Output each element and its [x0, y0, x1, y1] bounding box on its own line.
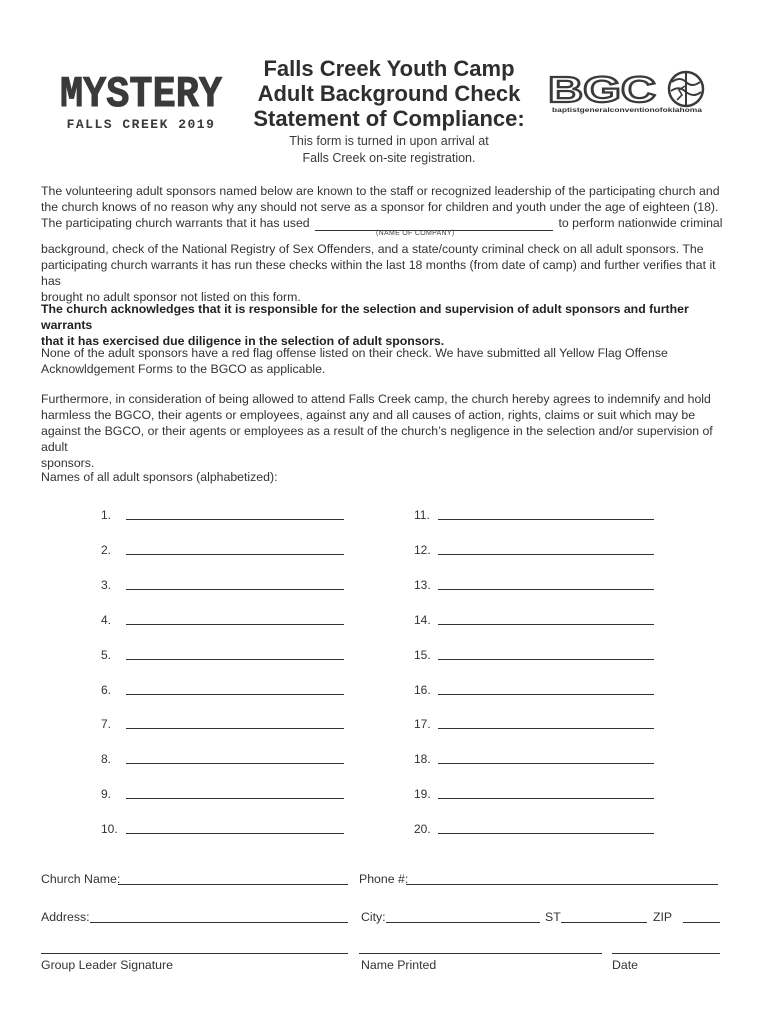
p1-line: participating church warrants it has run these checks within the last 18 months (from date of camp) and further verifies that it has — [41, 258, 716, 288]
sponsor-name-field[interactable] — [126, 728, 344, 729]
sponsor-number: 18. — [414, 752, 431, 767]
signature-label: Group Leader Signature — [41, 958, 173, 972]
sponsor-number: 5. — [101, 647, 112, 662]
name-printed-label: Name Printed — [361, 958, 437, 972]
sponsor-name-field[interactable] — [126, 589, 344, 590]
signature-field[interactable] — [41, 953, 348, 954]
acknowledgement-paragraph — [41, 301, 731, 349]
sponsor-name-field[interactable] — [126, 833, 344, 834]
bgco-logo — [546, 70, 716, 116]
sponsor-name-field[interactable] — [438, 554, 654, 555]
p4-line: against the BGCO, or their agents or employees as a result of the church’s negligence in the selection and/or supervision of adult — [41, 424, 713, 454]
date-field[interactable] — [612, 953, 720, 954]
sponsor-number: 11. — [414, 508, 430, 522]
sponsor-number: 6. — [101, 682, 112, 697]
sponsor-number: 1. — [101, 508, 112, 522]
p1-line-company-prefix: The participating church warrants that it has used — [41, 216, 310, 230]
sponsor-number: 4. — [101, 612, 112, 627]
intro-line-1: This form is turned in upon arrival at — [289, 134, 489, 148]
bgco-tagline: baptistgeneralconventionofoklahoma — [552, 107, 703, 114]
sponsor-number: 13. — [414, 577, 431, 592]
p3-line: None of the adult sponsors have a red flag offense listed on their check. We have submitted all Yellow Flag Offense — [41, 346, 668, 360]
date-label: Date — [612, 958, 638, 972]
sponsor-number: 7. — [101, 717, 112, 732]
mystery-logo — [56, 62, 226, 134]
sponsor-name-field[interactable] — [438, 728, 654, 729]
sponsor-name-field[interactable] — [126, 624, 344, 625]
city-label: City: — [361, 910, 386, 924]
sponsor-name-field[interactable] — [438, 589, 654, 590]
church-name-label: Church Name: — [41, 872, 121, 886]
sponsor-name-field[interactable] — [126, 554, 344, 555]
sponsor-number: 3. — [101, 577, 112, 592]
p1-line-company-suffix: to perform nationwide criminal — [558, 216, 723, 230]
sponsor-name-field[interactable] — [438, 694, 654, 695]
p1-line-company — [41, 215, 731, 231]
p2-line: that it has exercised due diligence in the selection of adult sponsors. — [41, 334, 445, 348]
p4-line: sponsors. — [41, 456, 95, 470]
p1-line: the church knows of no reason why any should not serve as a sponsor for children and youth under the age of eighteen (18). — [41, 200, 719, 214]
red-flag-paragraph — [41, 345, 731, 377]
intro-text — [244, 133, 534, 167]
sponsor-name-field[interactable] — [438, 833, 654, 834]
sponsor-number: 8. — [101, 752, 112, 767]
sponsor-list-label: Names of all adult sponsors (alphabetized): — [41, 470, 278, 484]
title-line-1: Falls Creek Youth Camp — [263, 56, 515, 81]
name-printed-field[interactable] — [359, 953, 602, 954]
bgco-letters: BGC — [548, 69, 656, 110]
address-field[interactable] — [90, 922, 348, 923]
sponsor-number: 16. — [414, 682, 431, 697]
title-line-3: Statement of Compliance: — [253, 106, 525, 131]
company-name-field[interactable] — [315, 217, 553, 231]
company-caption: (NAME OF COMPANY) — [376, 230, 455, 237]
sponsor-name-field[interactable] — [126, 694, 344, 695]
warranty-paragraph-cont — [41, 241, 731, 305]
p3-line: Acknowldgement Forms to the BGCO as applicable. — [41, 362, 326, 376]
city-field[interactable] — [386, 922, 540, 923]
zip-field[interactable] — [683, 922, 720, 923]
p1-line: background, check of the National Registry of Sex Offenders, and a state/county criminal check on all adult sponsors. The — [41, 242, 704, 256]
p4-line: harmless the BGCO, their agents or employees, against any and all causes of action, rights, claims or suit which may be — [41, 408, 696, 422]
church-name-field[interactable] — [118, 884, 348, 885]
sponsor-number: 12. — [414, 542, 431, 557]
sponsor-name-field[interactable] — [126, 763, 344, 764]
sponsor-number: 19. — [414, 787, 431, 802]
sponsor-name-field[interactable] — [438, 763, 654, 764]
sponsor-name-field[interactable] — [126, 798, 344, 799]
sponsor-name-field[interactable] — [438, 624, 654, 625]
intro-line-2: Falls Creek on-site registration. — [302, 151, 476, 165]
form-title — [244, 56, 534, 131]
sponsor-name-field[interactable] — [438, 519, 654, 520]
sponsor-number: 9. — [101, 787, 112, 802]
phone-label: Phone #: — [359, 872, 409, 886]
title-line-2: Adult Background Check — [257, 81, 521, 106]
sponsor-name-field[interactable] — [438, 659, 654, 660]
globe-icon — [669, 72, 703, 106]
sponsor-number: 20. — [414, 822, 431, 837]
zip-label: ZIP — [653, 910, 673, 924]
phone-field[interactable] — [406, 884, 718, 885]
address-label: Address: — [41, 910, 90, 924]
warranty-paragraph — [41, 183, 731, 231]
mystery-logo-text: MYSTERY — [60, 70, 223, 120]
state-label: ST — [545, 910, 561, 924]
sponsor-number: 17. — [414, 717, 431, 732]
sponsor-number: 10. — [101, 822, 118, 837]
sponsor-number: 14. — [414, 612, 431, 627]
sponsor-name-field[interactable] — [438, 798, 654, 799]
sponsor-number: 15. — [414, 647, 431, 662]
indemnity-paragraph — [41, 391, 731, 471]
p1-line: The volunteering adult sponsors named below are known to the staff or recognized leadership of the participating church and — [41, 184, 720, 198]
state-field[interactable] — [561, 922, 647, 923]
mystery-logo-subtitle: FALLS CREEK 2019 — [66, 117, 216, 132]
sponsor-name-field[interactable] — [126, 519, 344, 520]
sponsor-number: 2. — [101, 542, 112, 557]
sponsor-name-field[interactable] — [126, 659, 344, 660]
p2-line: The church acknowledges that it is responsible for the selection and supervision of adult sponsors and further warrants — [41, 302, 689, 332]
p4-line: Furthermore, in consideration of being allowed to attend Falls Creek camp, the church hereby agrees to indemnify and hold — [41, 392, 711, 406]
p1-line: brought no adult sponsor not listed on this form. — [41, 290, 301, 304]
